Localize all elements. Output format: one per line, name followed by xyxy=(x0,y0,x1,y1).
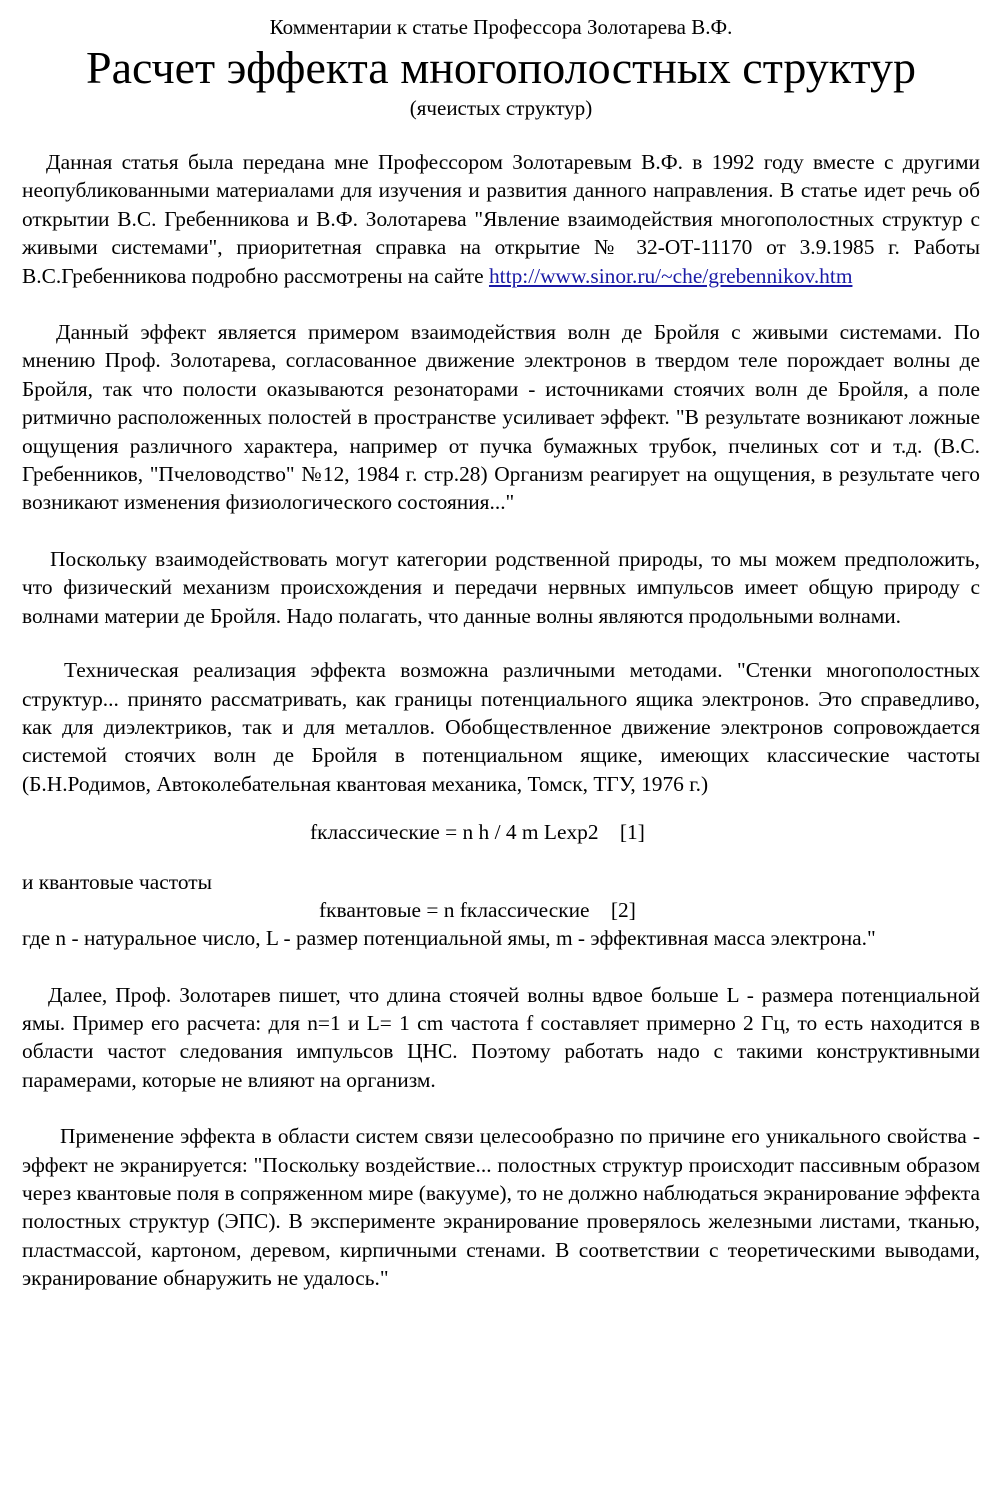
article-title: Расчет эффекта многополостных структур xyxy=(85,42,917,93)
paragraph-formula-legend: где n - натуральное число, L - размер потенциальной ямы, m - эффективная масса электрона." xyxy=(22,926,876,951)
formula-classical-frequencies: fклассические = n h / 4 m Lexp2 [1] xyxy=(310,820,645,845)
formula-quantum-frequencies: fквантовые = n fклассические [2] xyxy=(319,898,636,923)
paragraph-shielding: Применение эффекта в области систем связи целесообразно по причине его уникального свойства - эффект не экранируется: "Поскольку воздействие... полостных структур происходит пассивным образом через квантовые поля в сопряженном мире (вакууме), то не должно наблюдаться экранирование эффекта полостных структур (ЭПС). В эксперименте экранирование проверялось железными листами, тканью, пластмассой, картоном, деревом, кирпичными стенами. В соответствии с теоретическими выводами, экранирование обнаружить не удалось." xyxy=(22,1124,980,1291)
article-subtitle: (ячеистых структур) xyxy=(409,96,593,120)
paragraph-technical-realization: Техническая реализация эффекта возможна различными методами. "Стенки многополостных структур... принято рассматривать, как границы потенциального ящика электронов. Это справедливо, как для диэлектриков, так и для металлов. Обобществленное движение электронов сопровождается системой стоячих волн де Бройля в потенциальном ящике, имеющих классические частоты (Б.Н.Родимов, Автоколебательная квантовая механика, Томск, ТГУ, 1976 г.) xyxy=(22,658,980,796)
paragraph-standing-wave: Далее, Проф. Золотарев пишет, что длина стоячей волны вдвое больше L - размера потенциальной ямы. Пример его расчета: для n=1 и L= 1 cm частота f составляет примерно 2 Гц, то есть находится в области частот следования импульсов ЦНС. Поэтому работать надо с такими конструктивными парамерами, которые не влияют на организм. xyxy=(22,982,980,1092)
comment-heading: Комментарии к статье Профессора Золотарева В.Ф. xyxy=(269,15,733,39)
paragraph-nerve-impulses: Поскольку взаимодействовать могут категории родственной природы, то мы можем предположить, что физический механизм происхождения и передачи нервных импульсов имеет общую природу с волнами материи де Бройля. Надо полагать, что данные волны являются продольными волнами. xyxy=(22,546,980,628)
paragraph-intro-text: Данная статья была передана мне Профессором Золотаревым В.Ф. в 1992 году вместе с другими неопубликованными материалами для изучения и развития данного направления. В статье идет речь об открытии В.С. Гребенникова и В.Ф. Золотарева "Явление взаимодействия многополостных структур с живыми системами", приоритетная справка на открытие № 32-ОТ-11170 от 3.9.1985 г. Работы В.С.Гребенникова подробно рассмотрены на сайте xyxy=(22,150,980,288)
paragraph-intro xyxy=(22,148,980,290)
text-quantum-frequencies-intro: и квантовые частоты xyxy=(22,870,212,895)
grebennikov-site-link[interactable]: http://www.sinor.ru/~che/grebennikov.htm xyxy=(488,263,853,288)
paragraph-de-broglie-effect: Данный эффект является примером взаимодействия волн де Бройля с живыми системами. По мнению Проф. Золотарева, согласованное движение электронов в твердом теле порождает волны де Бройля, так что полости оказываются резонаторами - источниками стоячих волн де Бройля, а поле ритмично расположенных полостей в пространстве усиливает эффект. "В результате возникают ложные ощущения различного характера, например от пучка бумажных трубок, пчелиных сот и т.д. (В.С. Гребенников, "Пчеловодство" №12, 1984 г. стр.28) Организм реагирует на ощущения, в результате чего возникают изменения физиологического состояния..." xyxy=(22,320,980,515)
